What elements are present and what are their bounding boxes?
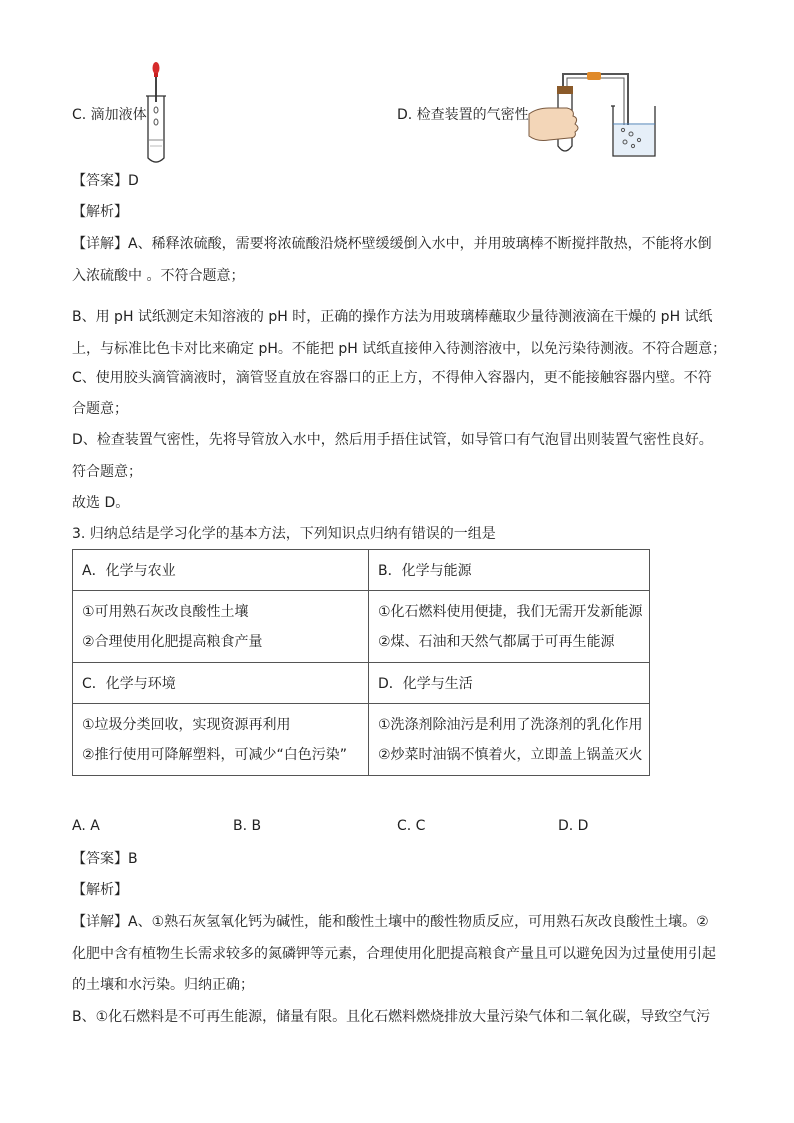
dropper-neck <box>154 73 158 77</box>
choice-d: D. D <box>558 818 589 834</box>
table-cell-line: ②炒菜时油锅不慎着火，立即盖上锅盖灭火 <box>378 746 643 763</box>
dropper-bulb <box>153 62 160 74</box>
choice-b: B. B <box>233 818 262 834</box>
q3-stem: 3. 归纳总结是学习化学的基本方法，下列知识点归纳有错误的一组是 <box>72 526 496 542</box>
choice-a: A. A <box>72 818 100 834</box>
rubber-connector <box>587 72 601 80</box>
q2-analysis-line: D、检查装置气密性，先将导管放入水中，然后用手捂住试管，如导管口有气泡冒出则装置气密性良好。 <box>72 432 713 448</box>
q2-analysis-line: 上，与标准比色卡对比来确定 pH。不能把 pH 试纸直接伸入待测溶液中，以免污染待测液。不符合题意； <box>72 341 727 357</box>
q2-analysis-title: 【解析】 <box>72 204 128 220</box>
table-cell-d-head: D．化学与生活 <box>369 663 650 704</box>
table-cell-d-body <box>369 704 650 776</box>
q2-answer: 【答案】D <box>72 173 139 189</box>
q2-analysis-line: 故选 D。 <box>72 495 130 511</box>
q2-analysis-line: 符合题意； <box>72 464 142 480</box>
q2-analysis-line: C、使用胶头滴管滴液时，滴管竖直放在容器口的正上方，不得伸入容器内，更不能接触容器内壁。不符 <box>72 370 712 386</box>
stopper <box>557 86 573 94</box>
option-d-label: D. 检查装置的气密性 <box>397 107 529 123</box>
table-cell-line: ①洗涤剂除油污是利用了洗涤剂的乳化作用 <box>378 716 643 733</box>
table-cell-line: ②煤、石油和天然气都属于可再生能源 <box>378 633 615 650</box>
drop-1 <box>154 107 158 113</box>
q3-analysis-line: 的土壤和水污染。归纳正确； <box>72 977 254 993</box>
table-cell-line: ②推行使用可降解塑料，可减少“白色污染” <box>82 746 348 763</box>
table-cell-c-head: C．化学与环境 <box>73 663 369 704</box>
q3-analysis-line: B、①化石燃料是不可再生能源，储量有限。且化石燃料燃烧排放大量污染气体和二氧化碳，导致空气污 <box>72 1009 711 1025</box>
q3-analysis-line: 化肥中含有植物生长需求较多的氮磷钾等元素，合理使用化肥提高粮食产量且可以避免因为过量使用引起 <box>72 946 716 962</box>
table-cell-line: ①可用熟石灰改良酸性土壤 <box>82 603 249 620</box>
table-cell-b-head: B．化学与能源 <box>369 550 650 591</box>
drop-2 <box>154 119 158 125</box>
table-cell-line: ②合理使用化肥提高粮食产量 <box>82 633 263 650</box>
table-cell-line: ①垃圾分类回收，实现资源再利用 <box>82 716 291 733</box>
dropper-test-tube-figure <box>140 60 174 166</box>
choice-c: C. C <box>397 818 426 834</box>
q3-analysis-line: 【详解】A、①熟石灰氢氧化钙为碱性，能和酸性土壤中的酸性物质反应，可用熟石灰改良酸性土壤。② <box>72 914 709 930</box>
table-cell-c-body <box>73 704 369 776</box>
hand <box>529 108 578 141</box>
knowledge-table <box>72 549 650 776</box>
q3-analysis-title: 【解析】 <box>72 882 128 898</box>
q2-analysis-line: B、用 pH 试纸测定未知溶液的 pH 时，正确的操作方法为用玻璃棒蘸取少量待测液滴在干燥的 pH 试纸 <box>72 309 713 325</box>
q2-analysis-line: 入浓硫酸中 。不符合题意； <box>72 268 245 284</box>
table-cell-a-head: A．化学与农业 <box>73 550 369 591</box>
q3-answer: 【答案】B <box>72 851 138 867</box>
airtightness-check-figure <box>527 64 662 160</box>
q2-analysis-line: 合题意； <box>72 401 128 417</box>
table-cell-b-body <box>369 591 650 663</box>
table-cell-a-body <box>73 591 369 663</box>
table-cell-line: ①化石燃料使用便捷，我们无需开发新能源 <box>378 603 643 620</box>
option-c-label: C. 滴加液体 <box>72 107 147 123</box>
test-tube <box>148 96 164 162</box>
q2-analysis-line: 【详解】A、稀释浓硫酸，需要将浓硫酸沿烧杯壁缓缓倒入水中，并用玻璃棒不断搅拌散热，不能将水倒 <box>72 236 712 252</box>
